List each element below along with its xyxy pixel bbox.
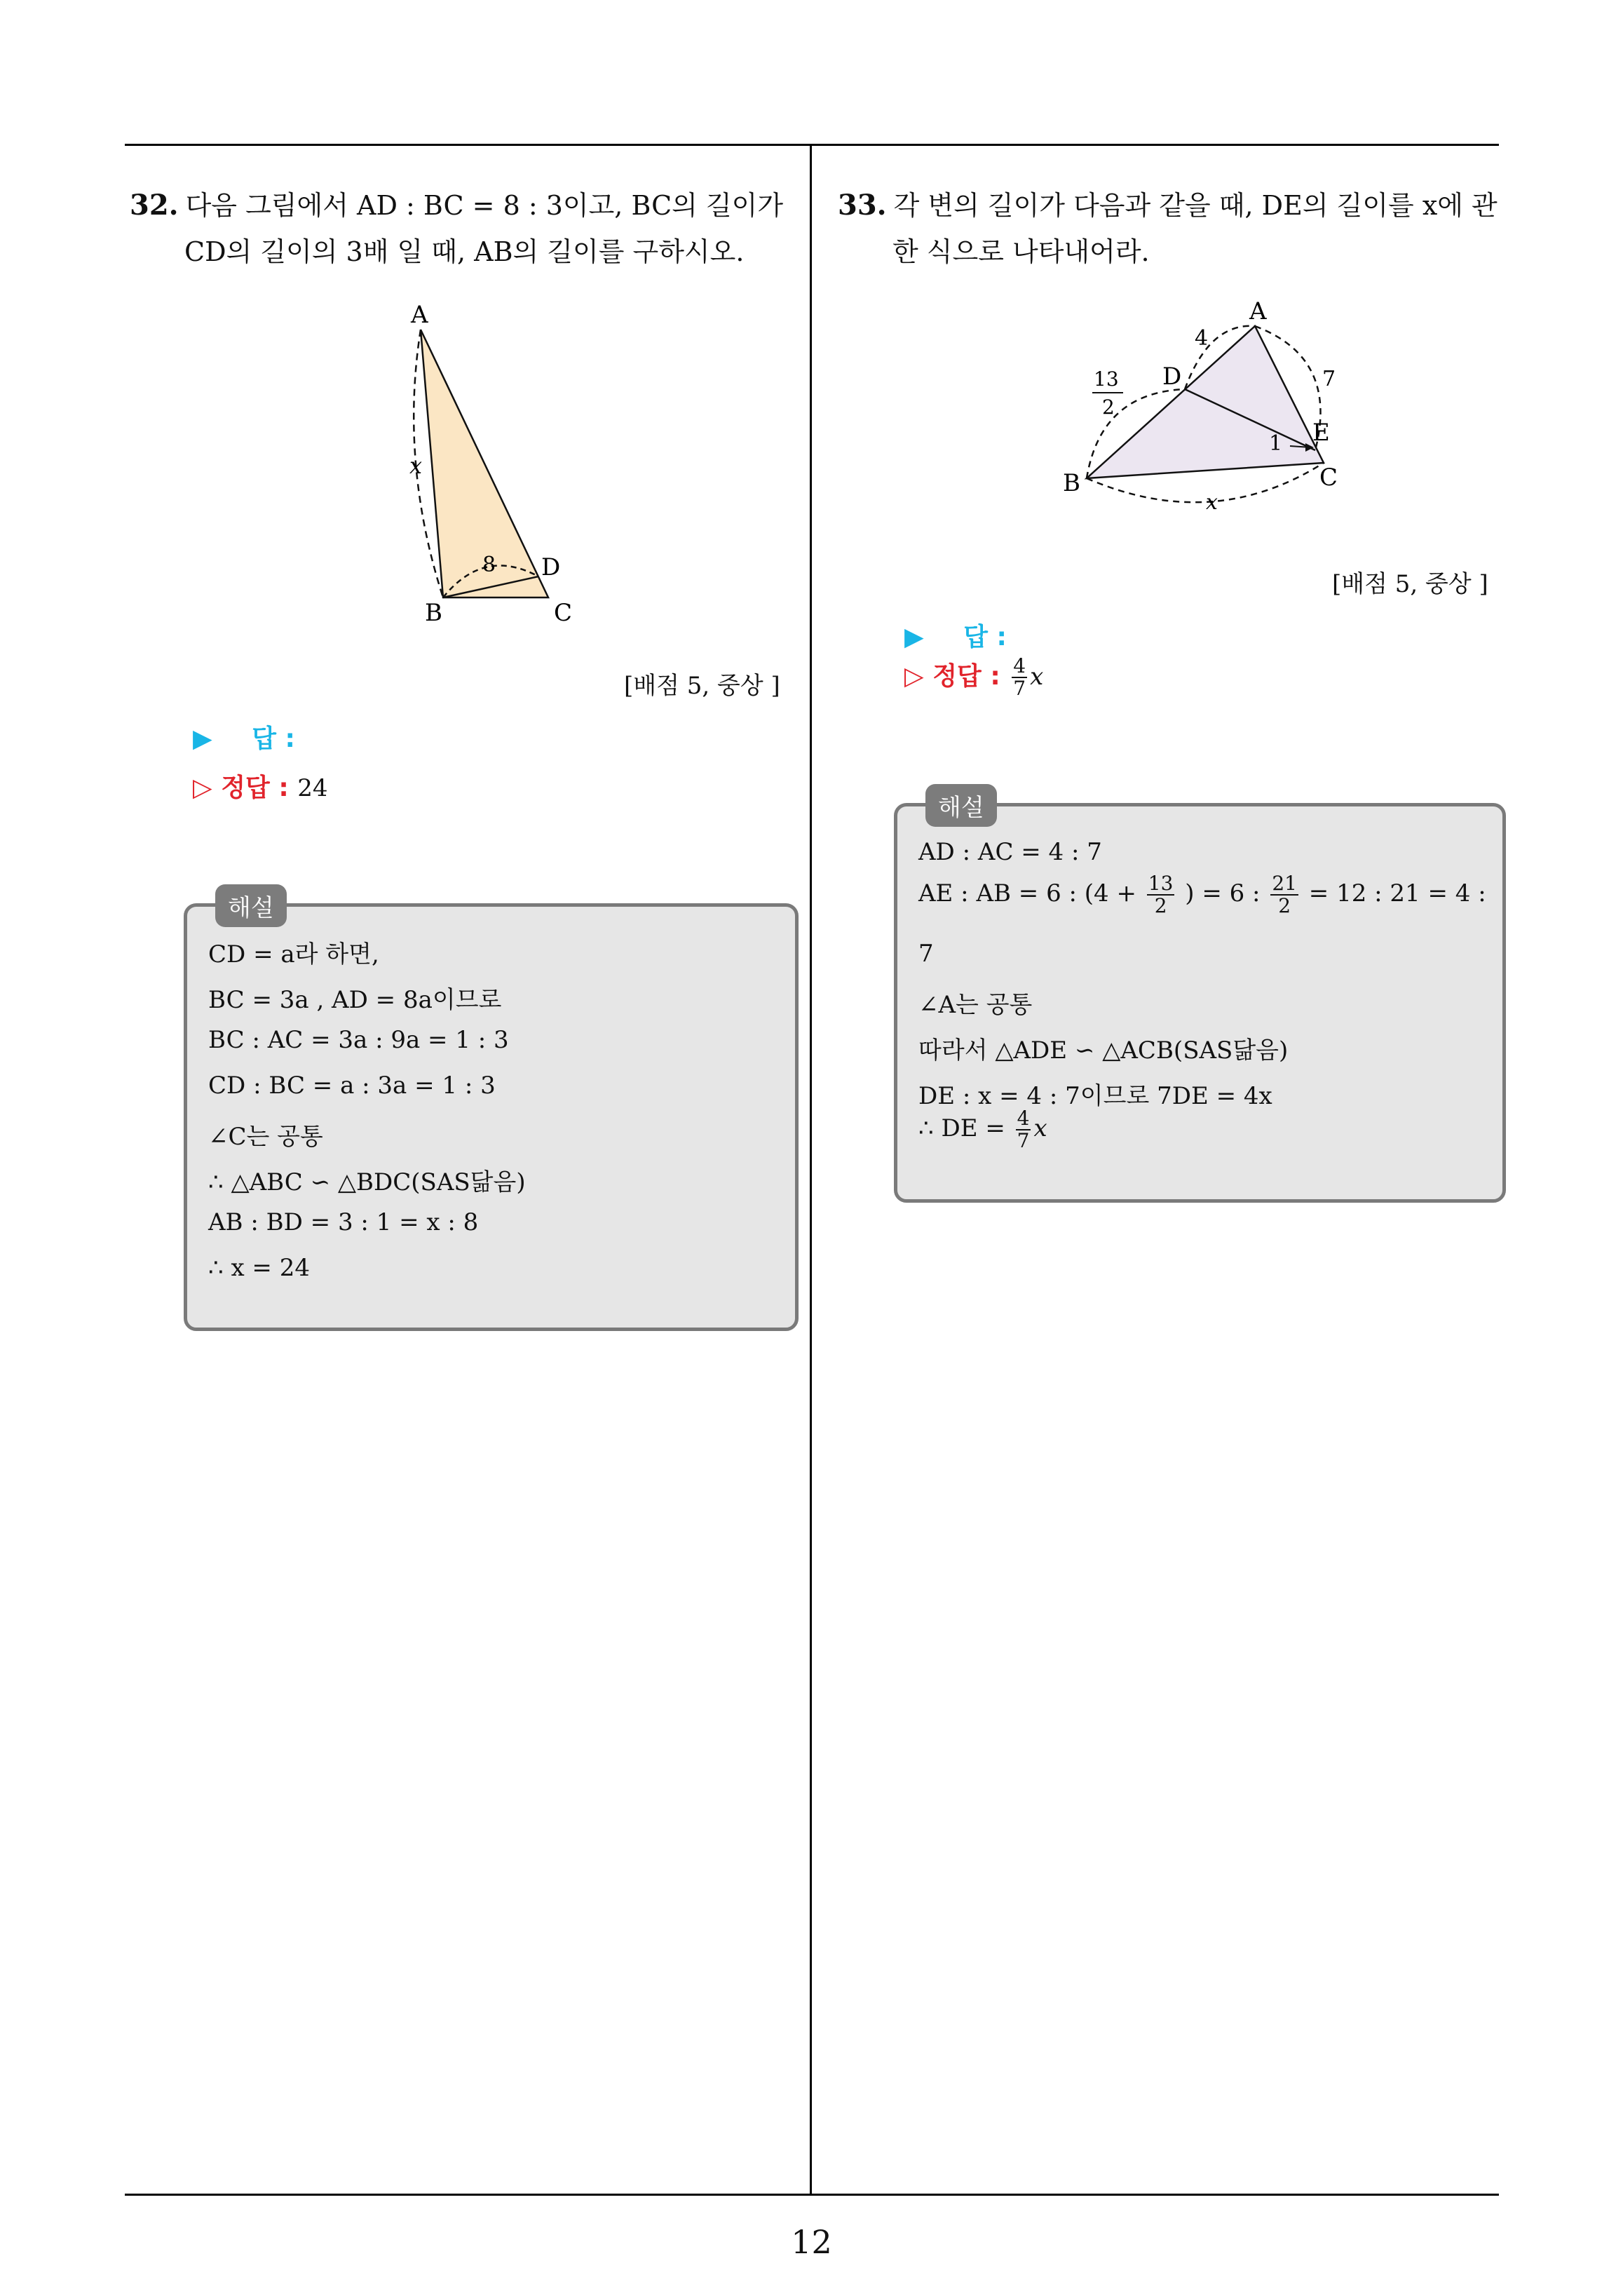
meta-33: [배점 5, 중상 ] [1332, 570, 1488, 598]
fraction [1270, 873, 1298, 917]
label-b: B [1063, 469, 1080, 497]
label-frac-num: 13 [1094, 367, 1119, 391]
label-e: E [1312, 419, 1330, 447]
explain-line-7: AB : BD = 3 : 1 = x : 8 [208, 1208, 479, 1236]
top-rule [125, 144, 1499, 146]
frac-num: 13 [1148, 872, 1174, 895]
fraction [1147, 873, 1175, 917]
explain-line-2 [918, 873, 1486, 917]
figure-33 [1059, 295, 1367, 519]
frac-num: 4 [1017, 1107, 1030, 1130]
page-number: 12 [791, 2223, 832, 2261]
explain-line-8: ∴ x = 24 [208, 1254, 310, 1282]
explanation-tag: 해설 [215, 884, 287, 927]
explanation-tag: 해설 [925, 784, 997, 827]
explain-line-5: ∠C는 공통 [208, 1123, 323, 1151]
question-line-1: 각 변의 길이가 다음과 같을 때, DE의 길이를 x에 관 [893, 190, 1498, 221]
explain-line-3: BC : AC = 3a : 9a = 1 : 3 [208, 1026, 509, 1054]
meta-32: [배점 5, 중상 ] [624, 672, 780, 700]
explain-line-4: CD : BC = a : 3a = 1 : 3 [208, 1072, 496, 1100]
label-a: A [1249, 297, 1267, 325]
explain-text: ∴ DE = [918, 1114, 1005, 1142]
label-4: 4 [1195, 326, 1209, 351]
label-x: x [409, 452, 423, 479]
explain-line-3: 7 [918, 940, 934, 968]
explain-line-1: CD = a라 하면, [208, 940, 379, 968]
question-33 [838, 182, 1511, 275]
correct-label: 정답 : [221, 774, 289, 802]
question-number: 33. [838, 189, 887, 222]
label-x: x [1206, 490, 1218, 515]
label-a: A [411, 301, 428, 329]
correct-fraction [1012, 656, 1027, 699]
correct-den: 7 [1013, 677, 1026, 700]
explain-line-4: ∠A는 공통 [918, 991, 1033, 1019]
explain-line-1: AD : AC = 4 : 7 [918, 838, 1102, 866]
question-32-text [130, 182, 796, 275]
question-line-2: CD의 길이의 3배 일 때, AB의 길이를 구하시오. [184, 236, 745, 267]
explain-text: = 12 : 21 = 4 : [1308, 879, 1486, 907]
explain-line-5: 따라서 △ADE ∽ △ACB(SAS닮음) [918, 1036, 1289, 1065]
label-c: C [554, 599, 573, 624]
label-frac-den: 2 [1102, 396, 1115, 419]
label-b: B [425, 599, 442, 624]
question-line-2: 한 식으로 나타내어라. [892, 236, 1150, 267]
explain-text: x [1033, 1114, 1047, 1142]
explain-line-7 [918, 1108, 1047, 1152]
frac-num: 21 [1272, 872, 1297, 895]
label-7: 7 [1322, 367, 1336, 391]
label-c: C [1319, 464, 1338, 492]
bottom-rule [125, 2194, 1499, 2196]
fraction [1016, 1108, 1031, 1152]
answer-label: 답 : [252, 724, 295, 753]
outline-play-icon: ▷ [193, 774, 212, 802]
play-icon: ▶ [193, 724, 212, 753]
correct-33 [904, 656, 1043, 699]
explain-line-2: BC = 3a , AD = 8a이므로 [208, 986, 502, 1014]
frac-den: 2 [1154, 894, 1167, 917]
correct-label: 정답 : [932, 662, 1000, 691]
explain-text: AE : AB = 6 : (4 + [918, 879, 1136, 907]
explanation-box-33 [894, 794, 1506, 1203]
answer-label: 답 : [963, 623, 1007, 651]
question-number: 32. [130, 189, 179, 222]
answer-32 [193, 719, 295, 755]
explanation-box-32 [184, 894, 799, 1331]
label-d: D [1162, 363, 1182, 391]
question-33-text [838, 182, 1511, 275]
question-32 [130, 182, 796, 275]
answer-33 [904, 617, 1007, 653]
correct-value: 24 [297, 774, 328, 802]
label-8: 8 [482, 553, 496, 577]
label-1: 1 [1269, 431, 1283, 456]
column-divider [810, 144, 812, 2195]
play-icon: ▶ [904, 623, 924, 651]
outline-play-icon: ▷ [904, 662, 924, 691]
correct-var: x [1030, 663, 1044, 691]
explain-line-6: DE : x = 4 : 7이므로 7DE = 4x [918, 1082, 1272, 1110]
frac-den: 7 [1017, 1129, 1030, 1152]
question-line-1: 다음 그림에서 AD : BC = 8 : 3이고, BC의 길이가 [185, 190, 784, 221]
correct-32 [193, 768, 328, 804]
explain-line-6: ∴ △ABC ∽ △BDC(SAS닮음) [208, 1168, 526, 1196]
explain-text: ) = 6 : [1185, 879, 1261, 907]
figure-32 [386, 288, 610, 624]
label-d: D [541, 553, 561, 581]
correct-num: 4 [1013, 654, 1026, 677]
frac-den: 2 [1278, 894, 1291, 917]
